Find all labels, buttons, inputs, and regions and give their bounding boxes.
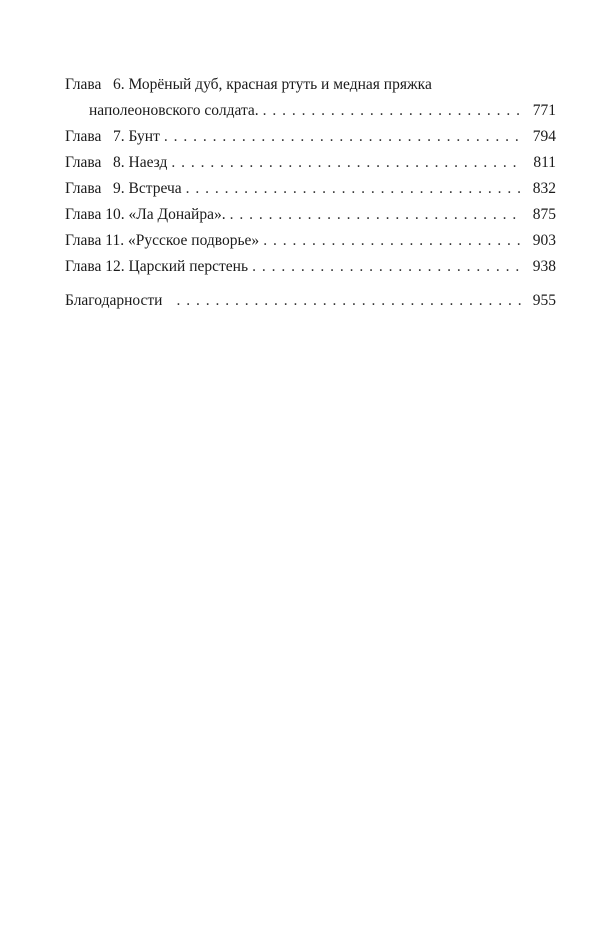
chapter-prefix: Глава <box>65 76 102 93</box>
leader-dots <box>259 98 522 124</box>
toc-entry-chapter-9[interactable] <box>65 176 556 202</box>
chapter-title: Морёный дуб, красная ртуть и медная пряжка <box>128 76 432 93</box>
toc-entry-line-1 <box>65 72 556 98</box>
chapter-prefix: Глава <box>65 258 102 275</box>
page-number: 771 <box>532 102 556 119</box>
leader-dots <box>162 288 522 314</box>
chapter-number: 8. <box>113 154 125 171</box>
chapter-prefix: Глава <box>65 232 102 249</box>
leader-dots <box>248 254 522 280</box>
chapter-number: 11. <box>105 232 125 249</box>
chapter-title: «Ла Донайра». <box>128 206 226 223</box>
chapter-number: 6. <box>113 76 125 93</box>
chapter-title-continued: наполеоновского солдата. <box>89 102 259 119</box>
toc-entry-label <box>65 150 167 176</box>
toc-entry-line-2 <box>65 98 556 124</box>
leader-dots <box>259 228 522 254</box>
chapter-title: Царский перстень <box>128 258 249 275</box>
chapter-prefix: Глава <box>65 154 102 171</box>
leader-dots <box>182 176 522 202</box>
toc-entry-line <box>65 150 556 176</box>
toc-entry-line <box>65 254 556 280</box>
leader-dots <box>167 150 522 176</box>
page-number: 938 <box>532 258 556 275</box>
toc-entry-label <box>65 228 259 254</box>
chapter-number: 12. <box>105 258 125 275</box>
toc-entry-acknowledgements[interactable] <box>65 288 556 314</box>
page-number: 875 <box>532 206 556 223</box>
toc-entry-chapter-10[interactable] <box>65 202 556 228</box>
toc-entry-chapter-6[interactable] <box>65 72 556 124</box>
page-number: 955 <box>532 292 556 309</box>
toc-entry-chapter-12[interactable] <box>65 254 556 280</box>
chapter-prefix: Глава <box>65 180 102 197</box>
toc-entry-chapter-7[interactable] <box>65 124 556 150</box>
chapter-title: Наезд <box>128 154 168 171</box>
page-number: 811 <box>533 154 556 171</box>
chapter-title: Бунт <box>128 128 160 145</box>
toc-entry-label <box>65 176 182 202</box>
toc-entry-label <box>65 254 248 280</box>
acknowledgements-title: Благодарности <box>65 292 163 309</box>
table-of-contents <box>65 72 556 314</box>
page-number: 903 <box>532 232 556 249</box>
page-number: 794 <box>532 128 556 145</box>
section-gap <box>65 280 556 288</box>
page-number: 832 <box>532 180 556 197</box>
chapter-prefix: Глава <box>65 206 102 223</box>
toc-entry-chapter-8[interactable] <box>65 150 556 176</box>
toc-entry-line <box>65 202 556 228</box>
toc-entry-line <box>65 228 556 254</box>
chapter-number: 10. <box>105 206 125 223</box>
toc-entry-label <box>65 72 432 98</box>
chapter-title: «Русское подворье» <box>127 232 260 249</box>
chapter-number: 9. <box>113 180 125 197</box>
leader-dots <box>226 202 522 228</box>
chapter-number: 7. <box>113 128 125 145</box>
toc-entry-label <box>65 202 226 228</box>
toc-entry-line <box>65 124 556 150</box>
toc-entry-chapter-11[interactable] <box>65 228 556 254</box>
toc-entry-line <box>65 288 556 314</box>
chapter-title: Встреча <box>128 180 182 197</box>
chapter-prefix: Глава <box>65 128 102 145</box>
leader-dots <box>160 124 522 150</box>
toc-entry-line <box>65 176 556 202</box>
toc-entry-label <box>65 124 160 150</box>
